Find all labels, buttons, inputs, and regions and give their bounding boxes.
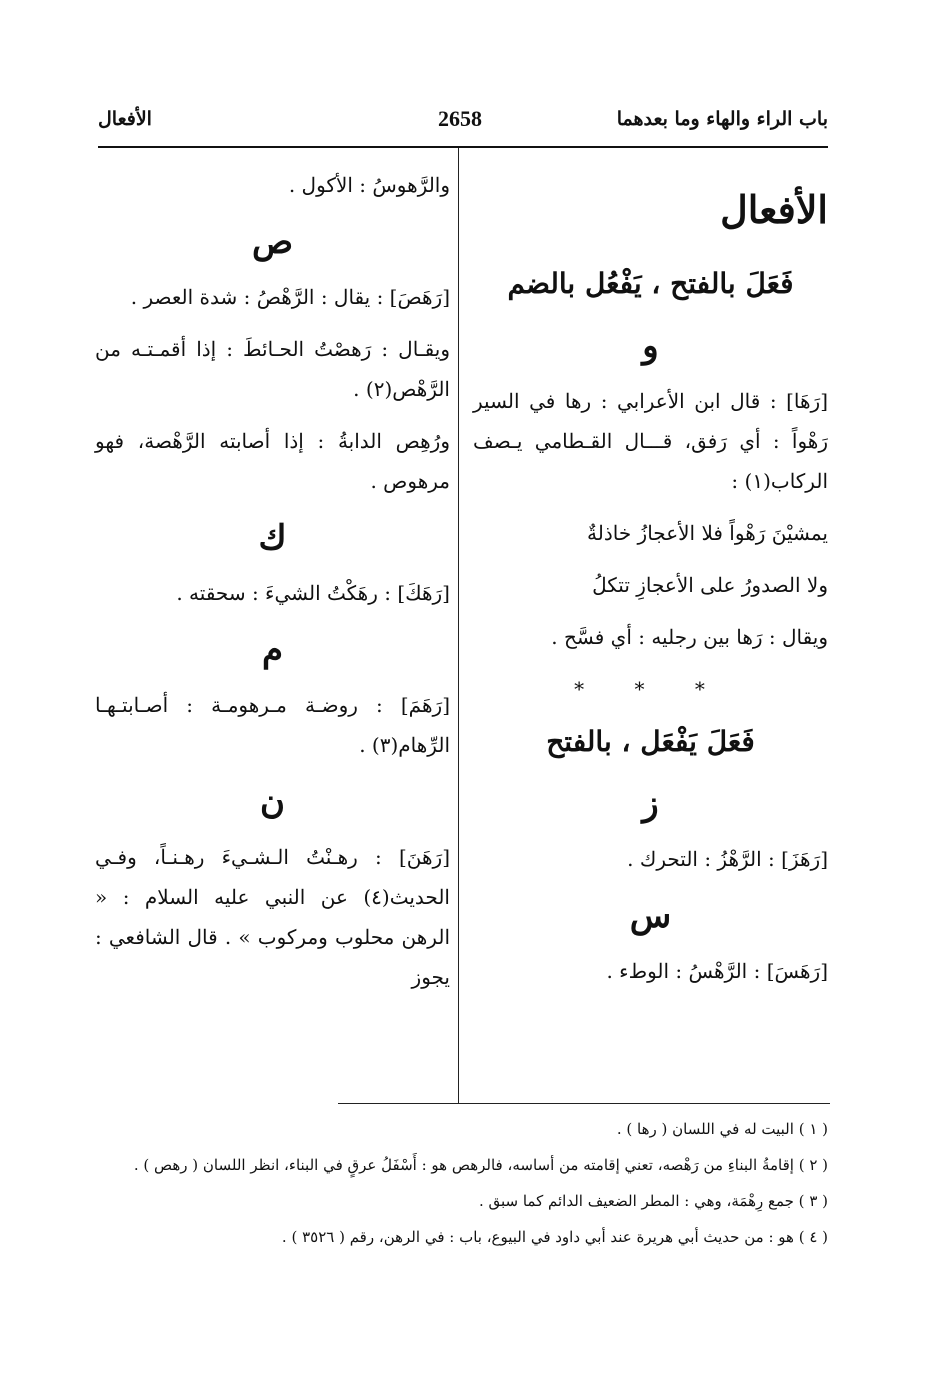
footnote-3: ( ٣ ) جمع رِهْمَة، وهي : المطر الضعيف الدائم كما سبق . [478, 1192, 828, 1210]
entry-raha-continued: ويقال : رَها بين رجليه : أي فسَّح . [551, 625, 828, 649]
verse-line-2: ولا الصدورُ على الأعجازِ تتكلُ [592, 573, 828, 597]
column-divider [458, 148, 459, 1103]
subtitle-fatha-damma: فَعَلَ بالفتح ، يَفْعُل بالضم [507, 267, 794, 300]
verse-line-1: يمشيْنَ رَهْواً فلا الأعجازُ خاذلةٌ [587, 521, 828, 545]
chapter-header: باب الراء والهاء وما بعدهما [616, 108, 828, 130]
entry-rahan: [رَهَنَ] : رهـنْتُ الـشـيءَ رهـنـاً، وفـي الحديث(٤) عن النبي عليه السلام : « الرهن محلوب ومركوب » . قال الشافعي : يجوز [95, 845, 450, 989]
letter-heading-kaf: ك [258, 518, 287, 558]
main-title: الأفعال [720, 187, 828, 232]
footnote-2: ( ٢ ) إقامةُ البناءِ من رَهْصه، تعني إقامته من أساسه، فالرهص هو : أَسْفَلُ عرقٍ في البناء، انظر اللسان ( رهص ) . [133, 1156, 828, 1174]
entry-rahas-sad: [رَهَصَ] : يقال : الرَّهْصُ : شدة العصر . [130, 285, 450, 309]
footnote-divider [338, 1103, 830, 1104]
letter-heading-mim: م [261, 630, 284, 670]
footnote-1: ( ١ ) البيت له في اللسان ( رها ) . [616, 1120, 828, 1138]
entry-raham: [رَهَمَ] : روضـة مـرهومـة : أصـابتـهـا الرِّهام(٣) . [95, 693, 450, 757]
entry-rahaz: [رَهَزَ] : الرَّهْزُ : التحرك . [627, 847, 828, 871]
footnote-4: ( ٤ ) هو : من حديث أبي هريرة عند أبي داود في البيوع، باب : في الرهن، رقم ( ٣٥٢٦ ) . [281, 1228, 828, 1246]
letter-heading-sin: س [629, 896, 672, 936]
letter-heading-sad: ص [251, 222, 294, 262]
section-separator-stars: * * * [574, 677, 727, 701]
entry-rahas: [رَهَسَ] : الرَّهْسُ : الوطء . [606, 959, 828, 983]
header-divider [98, 146, 828, 148]
subtitle-fatha: فَعَلَ يَفْعَل ، بالفتح [546, 725, 755, 758]
right-column [473, 165, 828, 1003]
entry-rahus: والرَّهوسُ : الأكول . [288, 173, 450, 197]
section-header: الأفعال [98, 108, 152, 130]
letter-heading-nun: ن [260, 782, 285, 822]
letter-heading-zay: ز [642, 784, 659, 824]
page-number: 2658 [438, 106, 482, 131]
entry-rahas-sad-3: ورُهِص الدابةُ : إذا أصابته الرَّهْصة، فهو مرهوص . [95, 429, 450, 493]
entry-raha: [رَهَا] : قال ابن الأعرابي : رها في السير رَهْواً : أي رَفق، قـــال القـطامي يـصف الركاب(١) : [473, 389, 828, 493]
entry-rahas-sad-2: ويقـال : رَهصْتُ الحـائطَ : إذا أقمـتـه من الرَّهْص(٢) . [95, 337, 450, 401]
left-column [95, 165, 450, 1009]
entry-rahak: [رَهَكَ] : رهَكْتُ الشيءَ : سحقته . [176, 581, 450, 605]
letter-heading-waw: و [642, 326, 659, 366]
